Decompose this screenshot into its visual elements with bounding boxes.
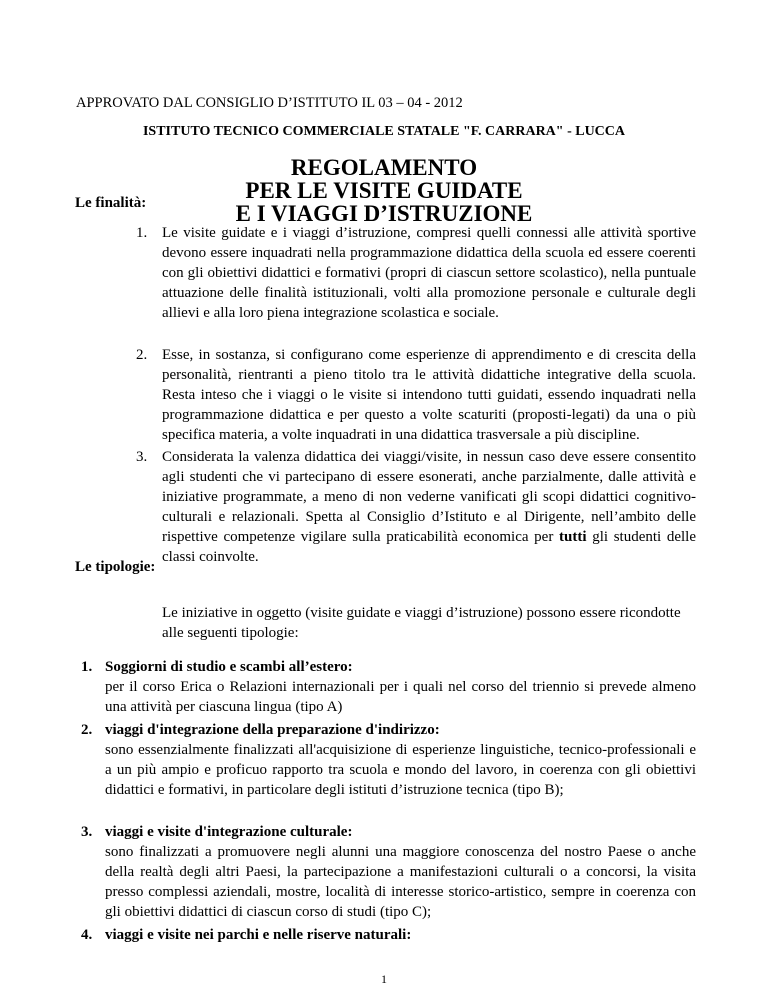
document-title xyxy=(0,156,768,225)
title-line-3: E I VIAGGI D’ISTRUZIONE xyxy=(235,201,533,226)
item-number: 2. xyxy=(81,722,93,738)
tipologia-item-4 xyxy=(81,925,696,945)
item-text: Le visite guidate e i viaggi d’istruzione, compresi quelli connessi alle attività sportive devono essere inquadrati nella programmazione didattica della scuola ed essere coerenti con gli obiettivi didattici e formativi (propri di ciascun settore scolastico), nella puntuale attuazione delle finalità istituzionali, volti alla promozione personale e culturale degli allievi e alla loro piena integrazione scolastica e sociale. xyxy=(162,225,696,321)
finalita-item-2 xyxy=(136,345,696,445)
item-heading: viaggi e visite d'integrazione culturale: xyxy=(105,824,353,840)
title-line-1: REGOLAMENTO xyxy=(290,155,478,180)
item-number: 2. xyxy=(136,347,148,363)
item-text: per il corso Erica o Relazioni internazionali per i quali nel corso del triennio si prevede almeno una attività per ciascuna lingua (tipo A) xyxy=(105,679,696,715)
item-text xyxy=(162,447,696,567)
tipologie-intro: Le iniziative in oggetto (visite guidate e viaggi d’istruzione) possono essere ricondotte alle seguenti tipologie: xyxy=(162,605,681,641)
finalita-item-3 xyxy=(136,447,696,567)
item-heading: viaggi e visite nei parchi e nelle riserve naturali: xyxy=(105,927,412,943)
item-text: Esse, in sostanza, si configurano come esperienze di apprendimento e di crescita della personalità, rientranti a pieno titolo tra le attività didattiche integrative della scuola. Resta inteso che i viaggi o le visite si intendono tutti guidati, essendo inquadrati nella programmazione didattica e per questo a volte scaturiti (proposti-legati) da una o più specifica materia, a volte inquadrati in una didattica trasversale a più discipline. xyxy=(162,347,696,443)
tipologia-item-2 xyxy=(81,720,696,800)
finalita-item-1 xyxy=(136,223,696,323)
section-heading-finalita: Le finalità: xyxy=(75,195,147,211)
item-text: sono finalizzati a promuovere negli alunni una maggiore conoscenza del nostro Paese o anche della realtà degli altri Paesi, la partecipazione a manifestazioni culturali o a concorsi, la visita presso complessi aziendali, mostre, località di interesse storico-artistico, sempre in coerenza con gli obiettivi didattici di ciascun corso di studi (tipo C); xyxy=(105,844,696,920)
school-name: ISTITUTO TECNICO COMMERCIALE STATALE "F. CARRARA" - LUCCA xyxy=(142,124,626,139)
tipologia-item-1 xyxy=(81,657,696,717)
approval-date-line: APPROVATO DAL CONSIGLIO D’ISTITUTO IL 03 – 04 - 2012 xyxy=(76,95,463,111)
item-text-part-a: Considerata la valenza didattica dei viaggi/visite, in nessun caso deve essere consentito agli studenti che vi partecipano di essere esonerati, anche parzialmente, dalle attività e iniziative programmate, a meno di non vederne vanificati gli scopi didattici cognitivo-culturali e relazionali. Spetta al Consiglio d’Istituto e al Dirigente, nell’ambito delle rispettive competenze vigilare sulla praticabilità economica per xyxy=(162,449,696,545)
item-heading: Soggiorni di studio e scambi all’estero: xyxy=(105,659,353,675)
title-line-2: PER LE VISITE GUIDATE xyxy=(245,178,523,203)
item-text-part-b: gli studenti delle classi coinvolte. xyxy=(162,529,697,565)
section-heading-tipologie: Le tipologie: xyxy=(75,559,156,575)
item-number: 4. xyxy=(81,927,93,943)
tipologia-item-3 xyxy=(81,822,696,922)
item-number: 3. xyxy=(136,449,148,465)
item-heading: viaggi d'integrazione della preparazione d'indirizzo: xyxy=(105,722,440,738)
item-number: 1. xyxy=(136,225,148,241)
item-number: 1. xyxy=(81,659,93,675)
item-number: 3. xyxy=(81,824,93,840)
item-text-emphasis: tutti xyxy=(559,529,587,545)
item-text: sono essenzialmente finalizzati all'acquisizione di esperienze linguistiche, tecnico-professionali e a un più ampio e proficuo rapporto tra scuola e mondo del lavoro, in coerenza con gli obiettivi didattici e formativi, in particolare degli istituti d’istruzione tecnica (tipo B); xyxy=(105,742,696,798)
page-number: 1 xyxy=(381,972,387,986)
